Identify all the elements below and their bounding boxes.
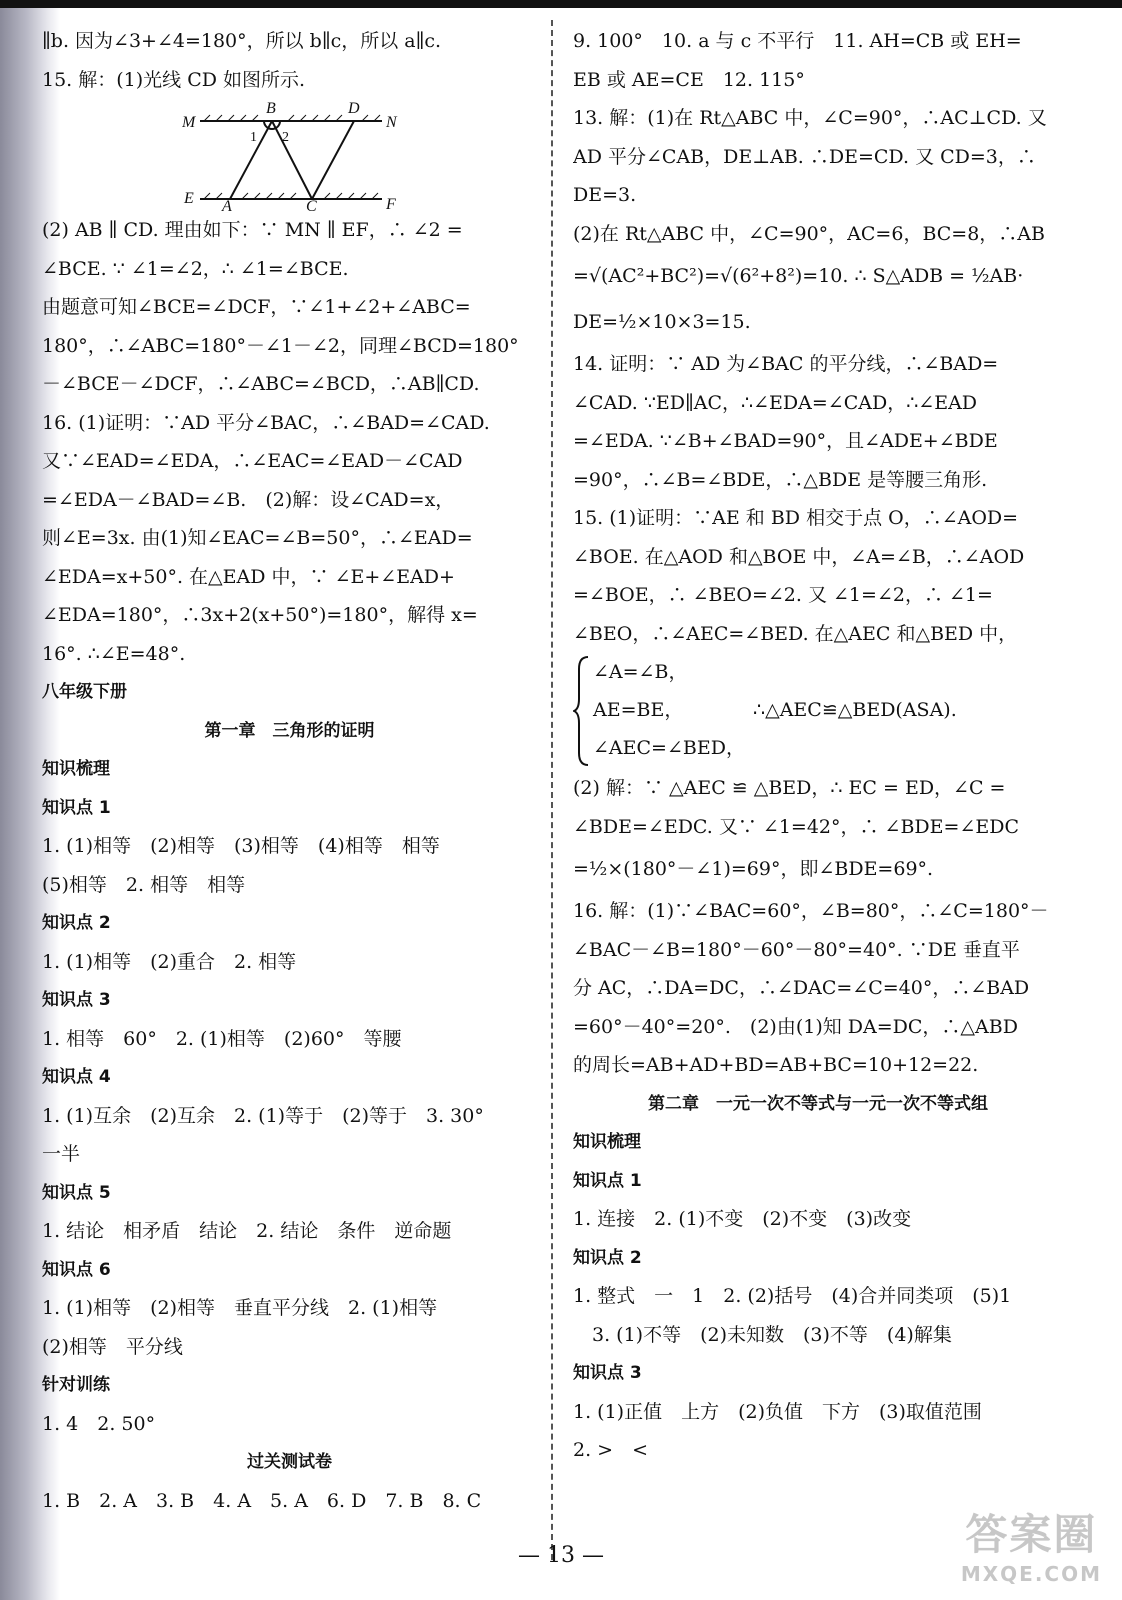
label-D: D <box>348 100 360 117</box>
label-E: E <box>184 190 194 207</box>
answer-line: ∠EDA=x+50°. 在△EAD 中，∵ ∠E+∠EAD+ <box>42 565 455 588</box>
answer-line: (2) 解：∵ △AEC ≌ △BED，∴ EC = ED，∠C = <box>573 777 1006 799</box>
answer-line: ∠EDA=180°，∴3x+2(x+50°)=180°，解得 x= <box>42 604 478 626</box>
answer-line: =√(AC²+BC²)=√(6²+8²)=10. ∴ S△ADB = ½AB· <box>573 265 1024 287</box>
right-column <box>573 22 1063 1470</box>
answer-line: AD 平分∠CAB，DE⊥AB. ∴DE=CD. 又 CD=3，∴ <box>573 145 1036 168</box>
answer-line: 16°. ∴∠E=48°. <box>42 642 186 665</box>
test-heading: 过关测试卷 <box>247 1452 332 1472</box>
knowledge-point-heading: 知识点 5 <box>42 1182 111 1203</box>
answer-line: 16. 解：(1)∵∠BAC=60°，∠B=80°，∴∠C=180°－ <box>573 900 1049 922</box>
answer-line: 1. B 2. A 3. B 4. A 5. A 6. D 7. B 8. C <box>42 1489 482 1512</box>
knowledge-point-heading: 知识点 3 <box>42 990 111 1010</box>
answer-line: 1. 连接 2. (1)不变 (2)不变 (3)改变 <box>573 1208 912 1230</box>
label-angle-2: 2 <box>282 130 289 145</box>
answer-line: =∠EDA. ∵∠B+∠BAD=90°，且∠ADE+∠BDE <box>573 430 998 452</box>
answer-line: ∠BCE. ∵ ∠1=∠2，∴ ∠1=∠BCE. <box>42 257 349 280</box>
answer-line: 的周长=AB+AD+BD=AB+BC=10+12=22. <box>573 1054 979 1076</box>
answer-line: 15. 解：(1)光线 CD 如图所示. <box>42 68 306 91</box>
answer-line: 16. (1)证明：∵AD 平分∠BAC，∴∠BAD=∠CAD. <box>42 411 490 434</box>
label-angle-1: 1 <box>250 130 257 145</box>
answer-line: 13. 解：(1)在 Rt△ABC 中，∠C=90°，∴AC⊥CD. 又 <box>573 107 1047 129</box>
chapter-heading: 第二章 一元一次不等式与一元一次不等式组 <box>648 1093 988 1114</box>
chapter-heading: 第一章 三角形的证明 <box>204 720 375 741</box>
knowledge-point-heading: 知识点 6 <box>42 1259 111 1280</box>
answer-line: 3. (1)不等 (2)未知数 (3)不等 (4)解集 <box>573 1323 952 1346</box>
answer-line: (5)相等 2. 相等 相等 <box>42 873 246 896</box>
watermark-logo <box>961 1502 1102 1586</box>
answer-line: =∠BOE，∴ ∠BEO=∠2. 又 ∠1=∠2，∴ ∠1= <box>573 584 993 606</box>
answer-line: =½×(180°－∠1)=69°，即∠BDE=69°. <box>573 858 934 880</box>
answer-line: －∠BCE－∠DCF，∴∠ABC=∠BCD，∴AB∥CD. <box>42 373 480 395</box>
answer-line: ∥b. 因为∠3+∠4=180°，所以 b∥c，所以 a∥c. <box>42 30 442 52</box>
proof-condition: AE=BE， <box>593 699 684 721</box>
answer-line: 1. (1)相等 (2)相等 (3)相等 (4)相等 相等 <box>42 835 440 857</box>
label-B: B <box>266 100 276 117</box>
figure-light-path <box>42 99 537 211</box>
section-heading: 针对训练 <box>42 1375 110 1395</box>
knowledge-point-heading: 知识点 1 <box>42 797 111 818</box>
proof-system <box>573 653 1063 769</box>
section-heading: 知识梳理 <box>573 1132 641 1152</box>
label-C: C <box>306 198 317 211</box>
answer-line: ∠BOE. 在△AOD 和△BOE 中，∠A=∠B，∴∠AOD <box>573 545 1025 568</box>
knowledge-point-heading: 知识点 3 <box>573 1363 642 1383</box>
brace-icon <box>573 653 591 769</box>
section-heading: 知识梳理 <box>42 759 110 779</box>
answer-line: =60°－40°=20°. (2)由(1)知 DA=DC，∴△ABD <box>573 1015 1018 1038</box>
answer-line: 由题意可知∠BCE=∠DCF，∵∠1+∠2+∠ABC= <box>42 296 471 318</box>
knowledge-point-heading: 知识点 2 <box>42 913 111 933</box>
answer-line: 分 AC，∴DA=DC，∴∠DAC=∠C=40°，∴∠BAD <box>573 977 1030 999</box>
answer-line: 9. 100° 10. a 与 c 不平行 11. AH=CB 或 EH= <box>573 30 1022 52</box>
answer-line: (2)相等 平分线 <box>42 1335 183 1358</box>
proof-condition: ∠A=∠B， <box>593 661 688 683</box>
page-number: — 13 — <box>518 1543 604 1568</box>
answer-line: (2) AB ∥ CD. 理由如下：∵ MN ∥ EF，∴ ∠2 = <box>42 219 463 241</box>
label-F: F <box>386 196 396 211</box>
answer-line: 1. (1)相等 (2)重合 2. 相等 <box>42 950 297 973</box>
answer-line: EB 或 AE=CE 12. 115° <box>573 68 805 91</box>
answer-line: 1. 整式 一 1 2. (2)括号 (4)合并同类项 (5)1 <box>573 1285 1012 1307</box>
watermark-url: MXQE.COM <box>960 1562 1102 1586</box>
left-column <box>42 22 537 1520</box>
answer-line: 则∠E=3x. 由(1)知∠EAC=∠B=50°，∴∠EAD= <box>42 527 473 549</box>
answer-line: ∠BEO，∴∠AEC=∠BED. 在△AEC 和△BED 中， <box>573 622 1018 645</box>
answer-line: ∠BAC－∠B=180°－60°－80°=40°. ∵DE 垂直平 <box>573 938 1020 961</box>
answer-line: 1. (1)正值 上方 (2)负值 下方 (3)取值范围 <box>573 1400 982 1423</box>
column-divider <box>551 20 553 1560</box>
knowledge-point-heading: 知识点 1 <box>573 1170 642 1191</box>
answer-line: 15. (1)证明：∵AE 和 BD 相交于点 O，∴∠AOD= <box>573 507 1019 529</box>
answer-line: 1. 相等 60° 2. (1)相等 (2)60° 等腰 <box>42 1027 402 1050</box>
proof-conclusion: ∴△AEC≌△BED(ASA). <box>753 699 957 721</box>
answer-line: DE=½×10×3=15. <box>573 311 751 333</box>
watermark-title: 答案圈 <box>965 1510 1098 1559</box>
answer-line: 180°，∴∠ABC=180°－∠1－∠2，同理∠BCD=180° <box>42 334 519 357</box>
grade-heading: 八年级下册 <box>42 682 127 702</box>
answer-line: 1. 4 2. 50° <box>42 1412 156 1435</box>
answer-line: 1. (1)相等 (2)相等 垂直平分线 2. (1)相等 <box>42 1297 438 1319</box>
answer-line: =∠EDA－∠BAD=∠B. (2)解：设∠CAD=x， <box>42 488 455 511</box>
label-M: M <box>182 114 196 131</box>
answer-line: 一半 <box>42 1143 81 1165</box>
answer-line: ∠CAD. ∵ED∥AC，∴∠EDA=∠CAD，∴∠EAD <box>573 391 978 414</box>
proof-condition: ∠AEC=∠BED， <box>593 737 745 759</box>
label-A: A <box>222 198 232 211</box>
answer-line: 14. 证明：∵ AD 为∠BAC 的平分线，∴∠BAD= <box>573 353 999 375</box>
top-border <box>0 0 1122 8</box>
answer-line: 1. (1)互余 (2)互余 2. (1)等于 (2)等于 3. 30° <box>42 1104 484 1127</box>
knowledge-point-heading: 知识点 2 <box>573 1247 642 1268</box>
answer-line: =90°，∴∠B=∠BDE，∴△BDE 是等腰三角形. <box>573 468 988 491</box>
answer-line: 1. 结论 相矛盾 结论 2. 结论 条件 逆命题 <box>42 1220 452 1242</box>
answer-line: 又∵∠EAD=∠EDA，∴∠EAC=∠EAD－∠CAD <box>42 450 463 472</box>
knowledge-point-heading: 知识点 4 <box>42 1067 111 1087</box>
answer-line: ∠BDE=∠EDC. 又∵ ∠1=42°，∴ ∠BDE=∠EDC <box>573 815 1020 838</box>
answer-line: (2)在 Rt△ABC 中，∠C=90°，AC=6，BC=8，∴AB <box>573 222 1045 245</box>
answer-line: 2. > < <box>573 1439 649 1461</box>
label-N: N <box>386 114 397 131</box>
answer-line: DE=3. <box>573 184 637 206</box>
